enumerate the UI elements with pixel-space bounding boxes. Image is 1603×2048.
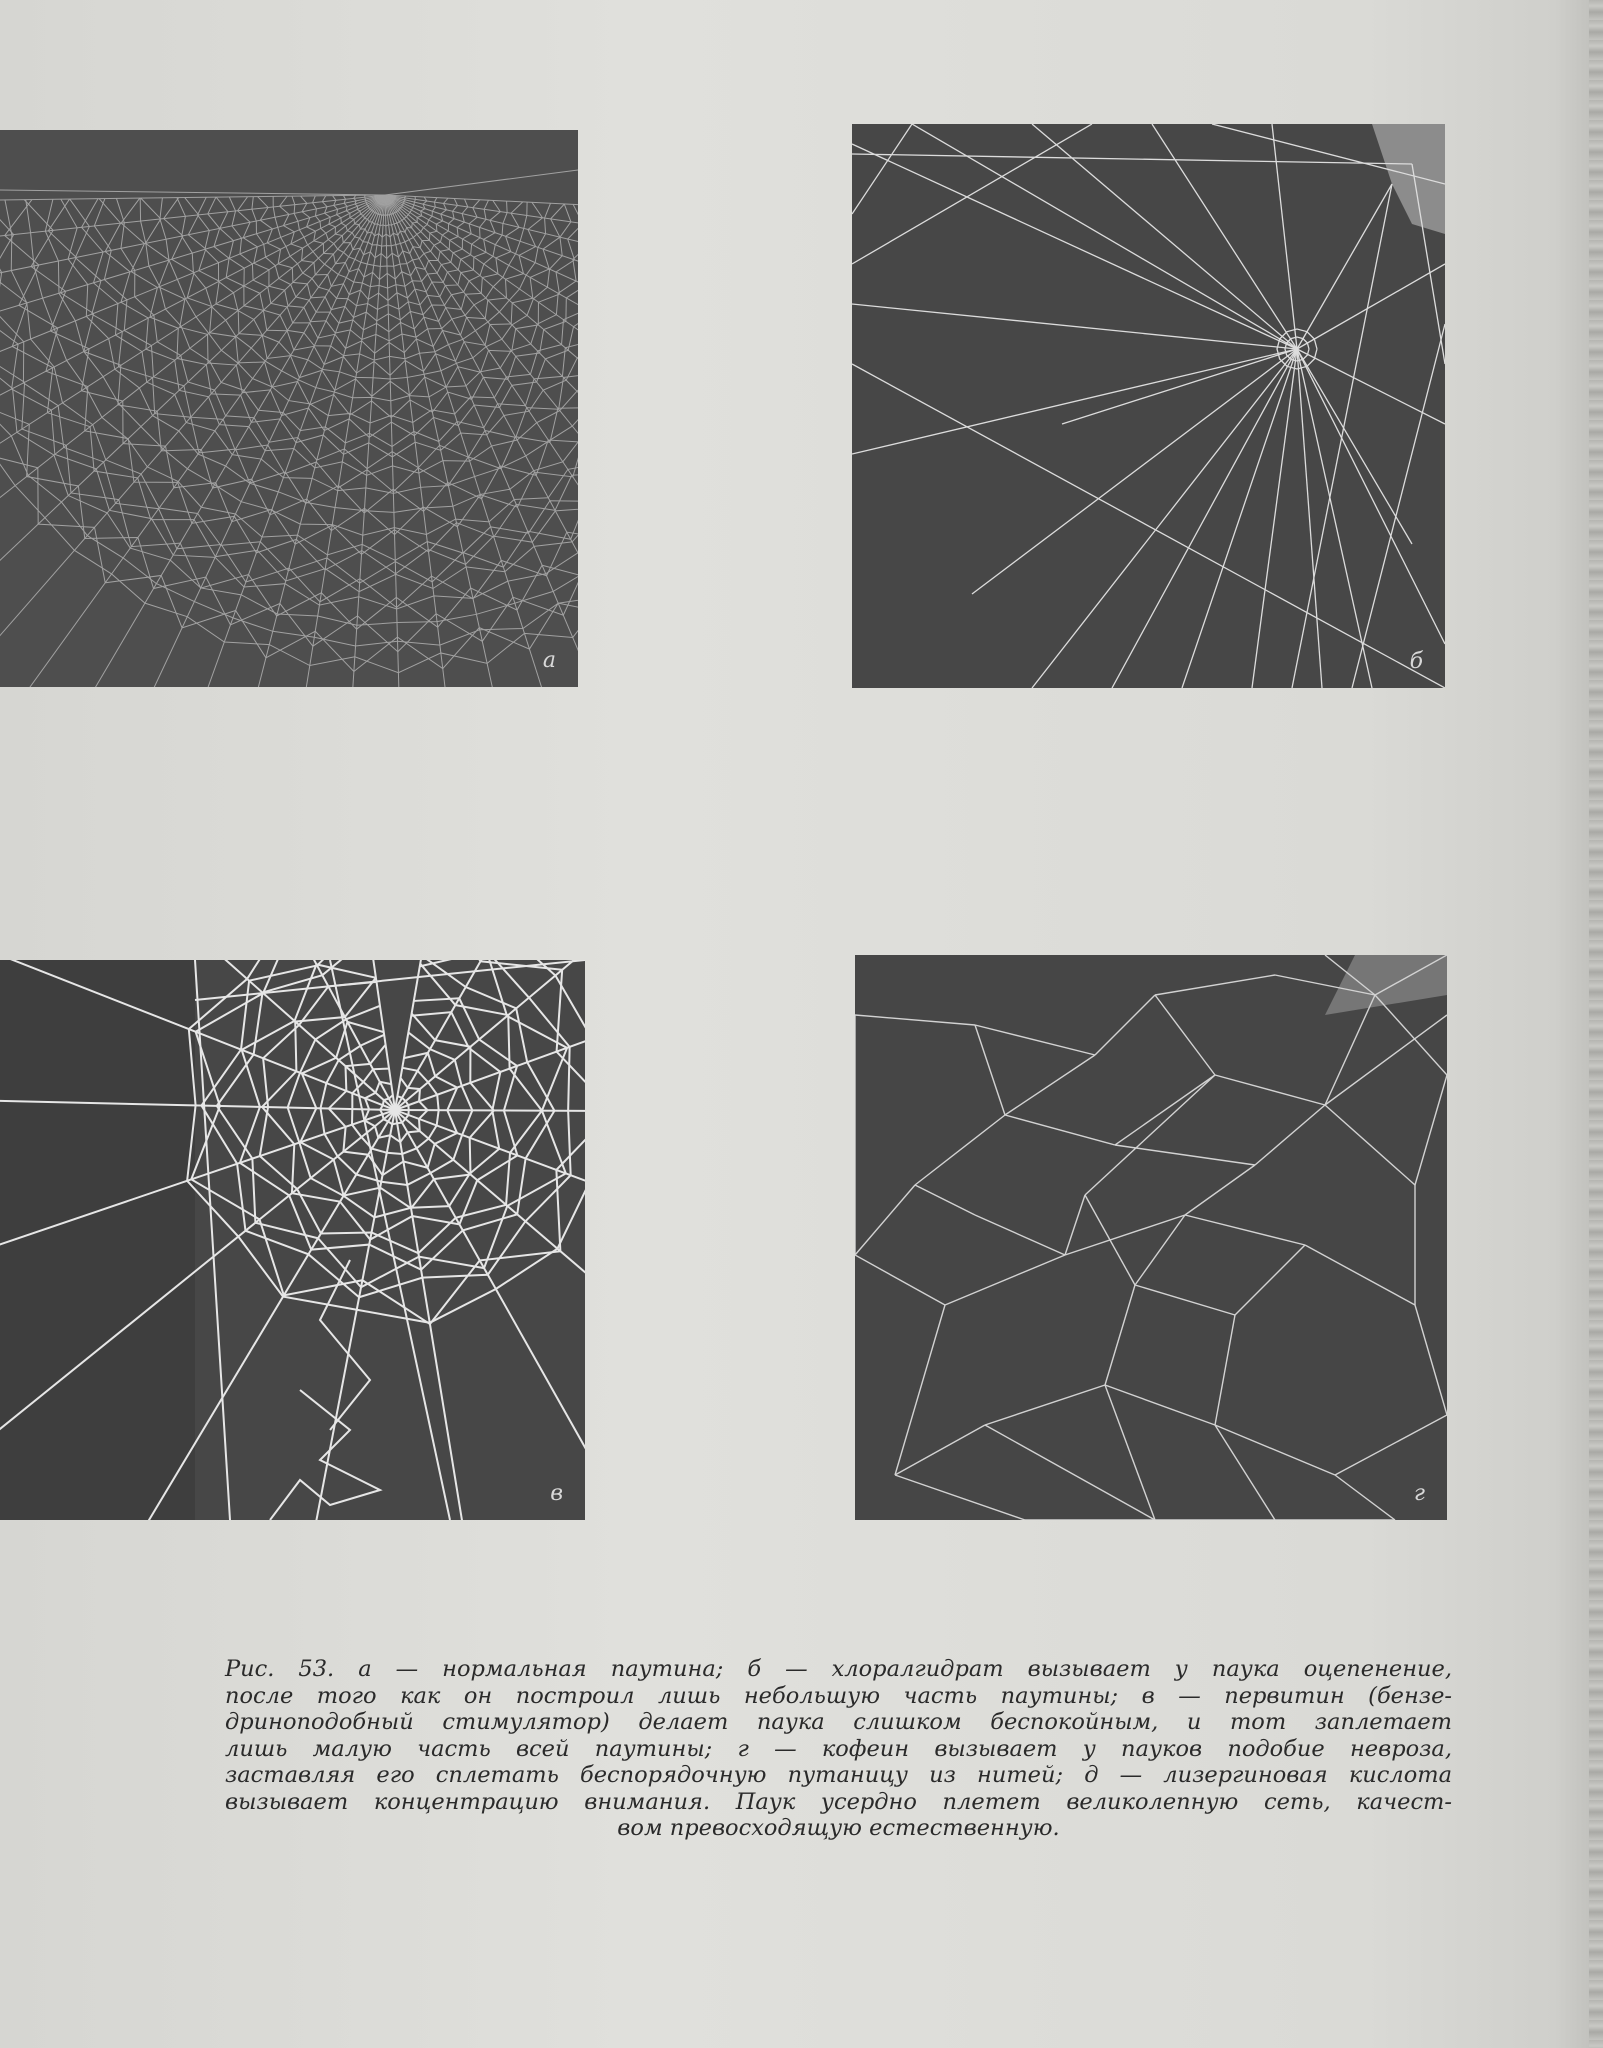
- page-edge: [1589, 0, 1603, 2048]
- photo-label-a: а: [542, 648, 556, 673]
- caption-line: лишь малую часть всей паутины; г — кофеин вызывает у пауков подобие невроза,: [225, 1735, 1452, 1762]
- photo-label-v: в: [550, 1481, 563, 1506]
- caption-line: вом превосходящую естественную.: [617, 1815, 1060, 1841]
- caption-line: дриноподобный стимулятор) делает паука слишком беспокойным, и тот заплетает: [225, 1709, 1452, 1735]
- photo-caffeine-web: [855, 955, 1447, 1520]
- caption-line: после того как он построил лишь небольшую часть паутины; в — первитин (бензе-: [225, 1682, 1452, 1709]
- photo-label-g: г: [1413, 1481, 1425, 1506]
- photo-label-b: б: [1409, 649, 1423, 674]
- photo-chloral-hydrate-web: [852, 124, 1445, 688]
- caption-line: Рис. 53. а — нормальная паутина; б — хлоралгидрат вызывает у паука оцепенение,: [225, 1656, 1452, 1682]
- web-a-drawing: [0, 130, 578, 687]
- photo-pervitin-web: [0, 960, 585, 1520]
- figure-caption: [225, 1656, 1452, 1842]
- web-v-drawing: [0, 960, 585, 1520]
- caption-line: вызывает концентрацию внимания. Паук усердно плетет великолепную сеть, качест-: [225, 1788, 1452, 1815]
- caption-line: заставляя его сплетать беспорядочную путаницу из нитей; д — лизергиновая кислота: [225, 1762, 1452, 1788]
- web-b-drawing: [852, 124, 1445, 688]
- web-g-drawing: [855, 955, 1447, 1520]
- photo-normal-web: [0, 130, 578, 687]
